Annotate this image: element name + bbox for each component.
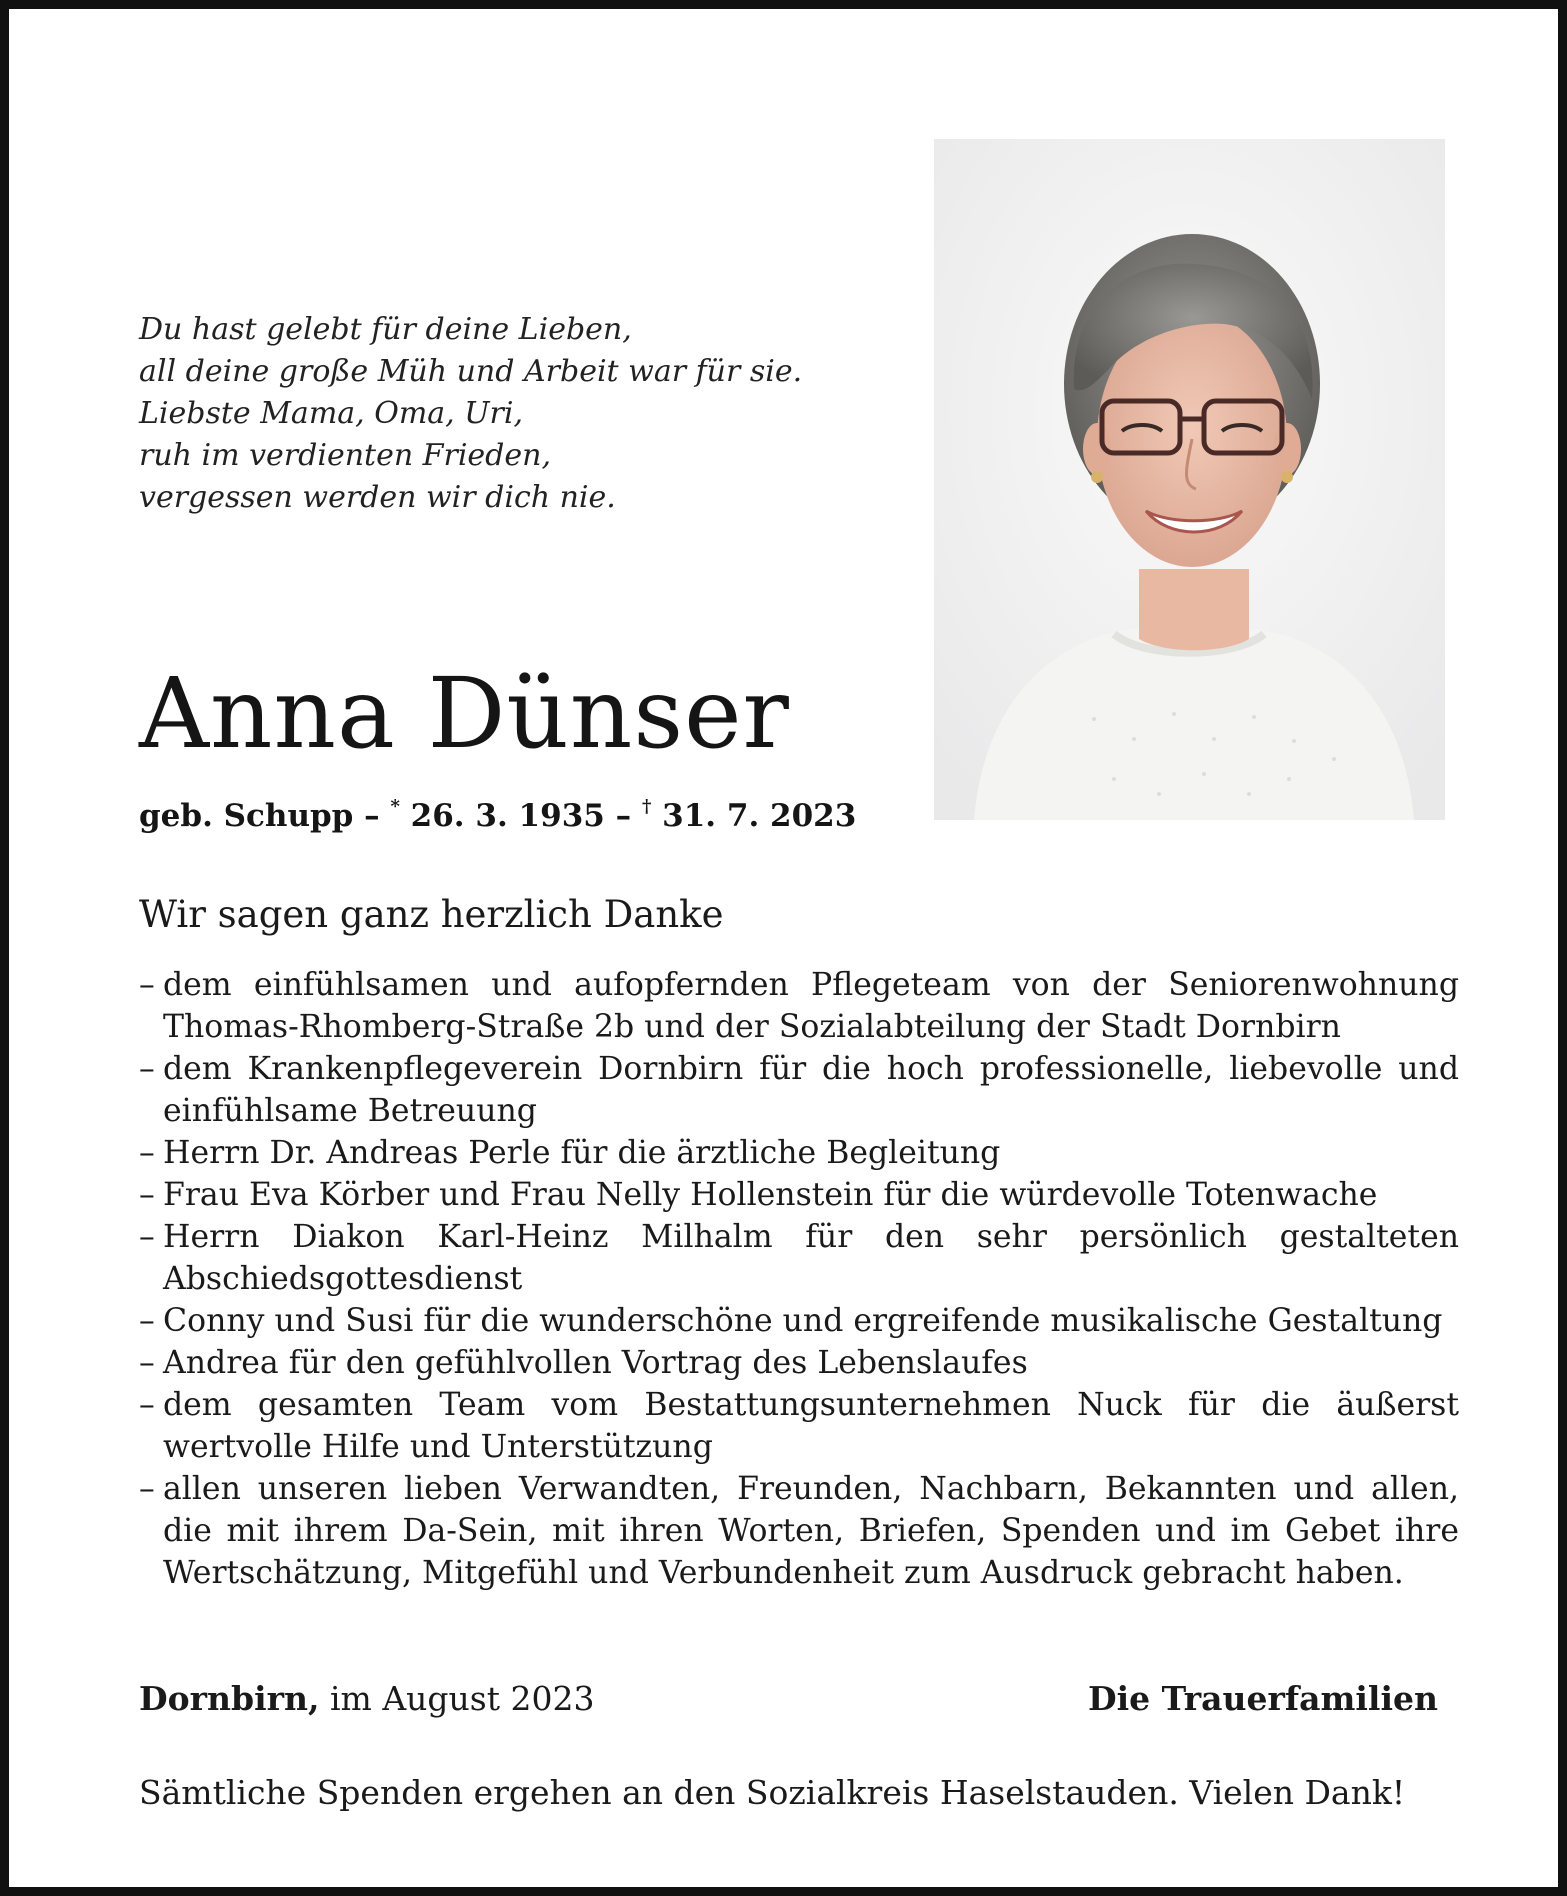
list-item: – dem gesamten Team vom Bestattungsunternehmen Nuck für die äußerst wertvolle Hilfe und Unterstützung — [139, 1387, 1459, 1465]
birth-date: 26. 3. 1935 — [410, 798, 605, 834]
portrait-photo — [934, 139, 1445, 820]
poem-line: all deine große Müh und Arbeit war für sie. — [139, 354, 803, 389]
death-date: 31. 7. 2023 — [662, 798, 857, 834]
place: Dornbirn, — [139, 1679, 320, 1718]
life-dates: geb. Schupp – * 26. 3. 1935 – † 31. 7. 2023 — [139, 796, 857, 834]
poem-line: Liebste Mama, Oma, Uri, — [139, 396, 523, 431]
poem-line: ruh im verdienten Frieden, — [139, 438, 552, 473]
birth-name: geb. Schupp — [139, 798, 354, 834]
death-symbol: † — [641, 796, 652, 817]
list-item: – allen unseren lieben Verwandten, Freunden, Nachbarn, Bekannten und allen, die mit ihrem Da-Sein, mit ihren Worten, Briefen, Spenden und im Gebet ihre Wertschätzung, Mitgefühl und Verbundenheit zum Ausdruck gebracht haben. — [139, 1471, 1459, 1591]
list-item: – Andrea für den gefühlvollen Vortrag des Lebenslaufes — [139, 1345, 1028, 1381]
birth-symbol: * — [390, 796, 400, 817]
list-item: – dem einfühlsamen und aufopfernden Pflegeteam von der Seniorenwohnung Thomas-Rhomberg-Straße 2b und der Sozialabteilung der Stadt Dornbirn — [139, 967, 1459, 1045]
list-item: – Frau Eva Körber und Frau Nelly Hollenstein für die würdevolle Totenwache — [139, 1177, 1378, 1213]
signature: Die Trauerfamilien — [1087, 1679, 1438, 1718]
list-item: – Herrn Diakon Karl-Heinz Milhalm für den sehr persönlich gestalteten Abschiedsgottesdienst — [139, 1219, 1459, 1297]
poem-line: Du hast gelebt für deine Lieben, — [139, 312, 632, 347]
list-item: – dem Krankenpflegeverein Dornbirn für die hoch professionelle, liebevolle und einfühlsame Betreuung — [139, 1051, 1459, 1129]
memorial-poem — [139, 309, 859, 519]
list-item: – Conny und Susi für die wunderschöne und ergreifende musikalische Gestaltung — [139, 1303, 1443, 1339]
place-date — [139, 1677, 594, 1721]
thanks-heading: Wir sagen ganz herzlich Danke — [139, 893, 724, 936]
thanks-list — [139, 964, 1459, 1594]
poem-line: vergessen werden wir dich nie. — [139, 480, 616, 515]
deceased-name: Anna Dünser — [139, 657, 790, 770]
donation-note: Sämtliche Spenden ergehen an den Sozialkreis Haselstauden. Vielen Dank! — [139, 1773, 1406, 1812]
date: im August 2023 — [330, 1679, 595, 1718]
list-item: – Herrn Dr. Andreas Perle für die ärztliche Begleitung — [139, 1135, 1001, 1171]
